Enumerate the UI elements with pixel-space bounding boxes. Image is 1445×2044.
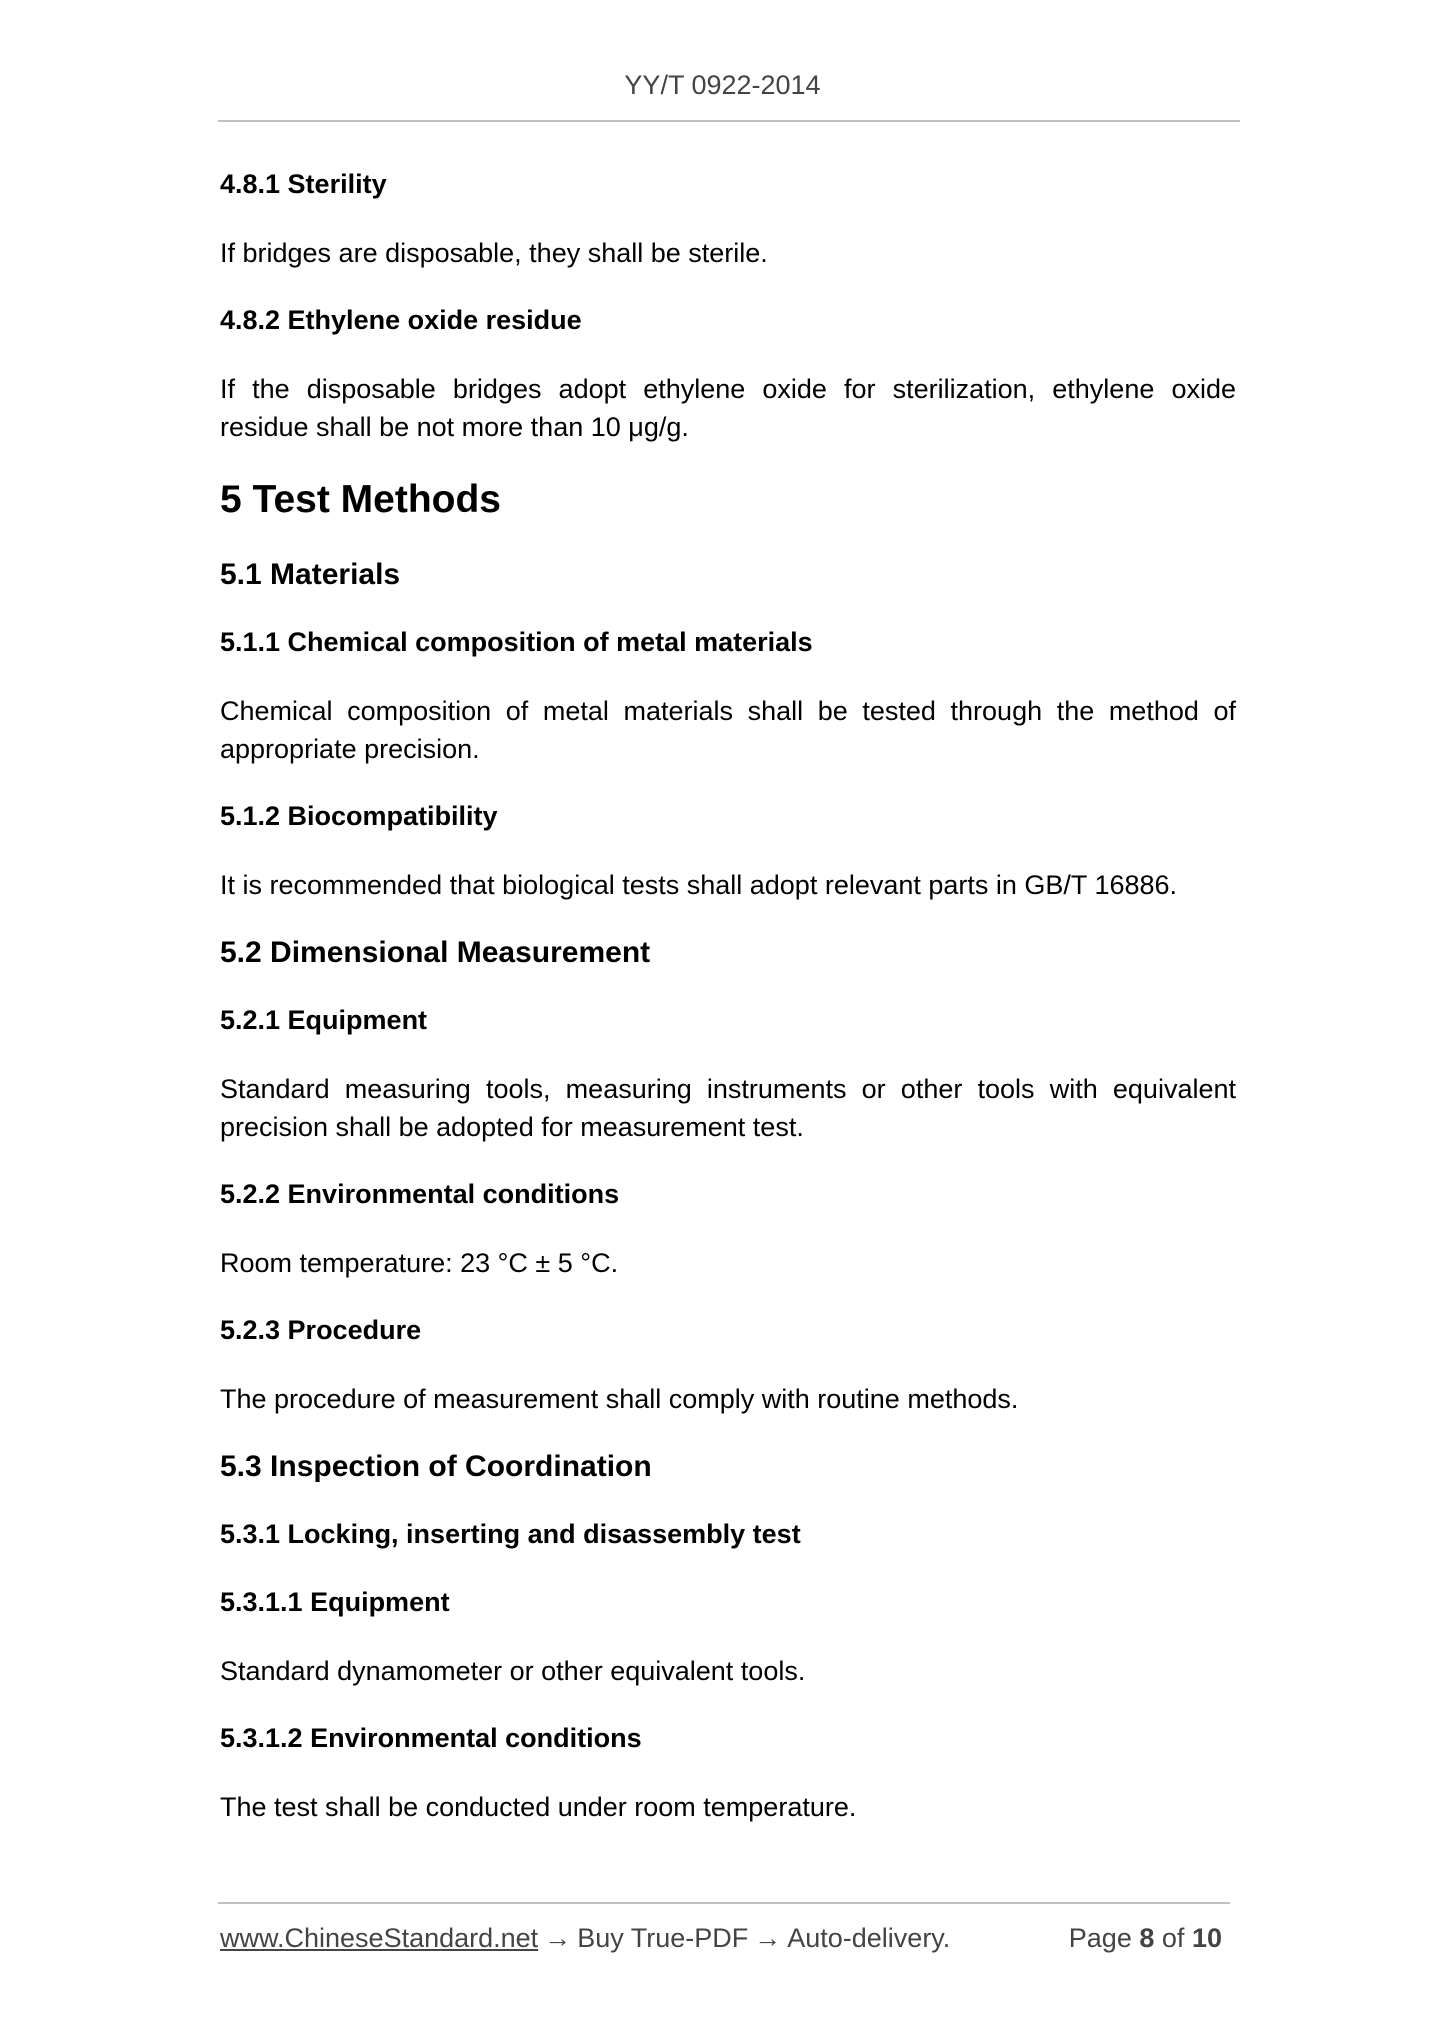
heading-4-8-2: 4.8.2 Ethylene oxide residue bbox=[220, 305, 582, 335]
heading-5-1-1: 5.1.1 Chemical composition of metal materials bbox=[220, 627, 813, 657]
heading-5: 5 Test Methods bbox=[220, 478, 501, 521]
heading-5-2-3: 5.2.3 Procedure bbox=[220, 1315, 422, 1345]
paragraph-5-3-1-1: Standard dynamometer or other equivalent tools. bbox=[220, 1656, 806, 1686]
paragraph-5-2-3: The procedure of measurement shall comply with routine methods. bbox=[220, 1384, 1019, 1414]
heading-5-1: 5.1 Materials bbox=[220, 558, 401, 591]
page-total: 10 bbox=[1191, 1923, 1222, 1953]
document-body bbox=[220, 166, 1236, 1856]
paragraph-5-1-2: It is recommended that biological tests shall adopt relevant parts in GB/T 16886. bbox=[220, 870, 1178, 900]
page-current: 8 bbox=[1139, 1923, 1155, 1953]
paragraph-5-1-1: Chemical composition of metal materials shall be tested through the method of appropriate precision. bbox=[220, 696, 1236, 764]
heading-5-2-2: 5.2.2 Environmental conditions bbox=[220, 1179, 620, 1209]
page-footer bbox=[220, 1920, 1230, 1956]
page-header-doc-id: YY/T 0922-2014 bbox=[624, 70, 821, 100]
page-of-label: of bbox=[1161, 1923, 1185, 1953]
heading-5-3-1-2: 5.3.1.2 Environmental conditions bbox=[220, 1723, 642, 1753]
heading-5-3: 5.3 Inspection of Coordination bbox=[220, 1450, 652, 1483]
paragraph-5-2-1: Standard measuring tools, measuring instruments or other tools with equivalent precision shall be adopted for measurement test. bbox=[220, 1074, 1236, 1142]
heading-5-2: 5.2 Dimensional Measurement bbox=[220, 936, 651, 969]
arrow-right-icon: → bbox=[544, 1923, 572, 1953]
paragraph-5-2-2: Room temperature: 23 °C ± 5 °C. bbox=[220, 1248, 619, 1278]
paragraph-5-3-1-2: The test shall be conducted under room temperature. bbox=[220, 1792, 857, 1822]
footer-divider bbox=[218, 1902, 1230, 1904]
header-divider bbox=[218, 120, 1240, 122]
heading-5-3-1-1: 5.3.1.1 Equipment bbox=[220, 1587, 450, 1617]
arrow-right-icon: → bbox=[754, 1923, 782, 1953]
paragraph-4-8-2: If the disposable bridges adopt ethylene oxide for sterilization, ethylene oxide residue shall be not more than 10 μg/g. bbox=[220, 374, 1236, 442]
heading-5-2-1: 5.2.1 Equipment bbox=[220, 1005, 428, 1035]
page-label: Page bbox=[1068, 1923, 1132, 1953]
paragraph-4-8-1: If bridges are disposable, they shall be sterile. bbox=[220, 238, 768, 268]
buy-true-pdf-text: Buy True-PDF bbox=[577, 1923, 749, 1953]
auto-delivery-text: Auto-delivery. bbox=[787, 1923, 951, 1953]
chinese-standard-link[interactable]: www.ChineseStandard.net bbox=[220, 1923, 539, 1953]
heading-5-1-2: 5.1.2 Biocompatibility bbox=[220, 801, 498, 831]
page-number bbox=[1069, 1920, 1222, 1956]
heading-5-3-1: 5.3.1 Locking, inserting and disassembly test bbox=[220, 1519, 801, 1549]
heading-4-8-1: 4.8.1 Sterility bbox=[220, 169, 387, 199]
